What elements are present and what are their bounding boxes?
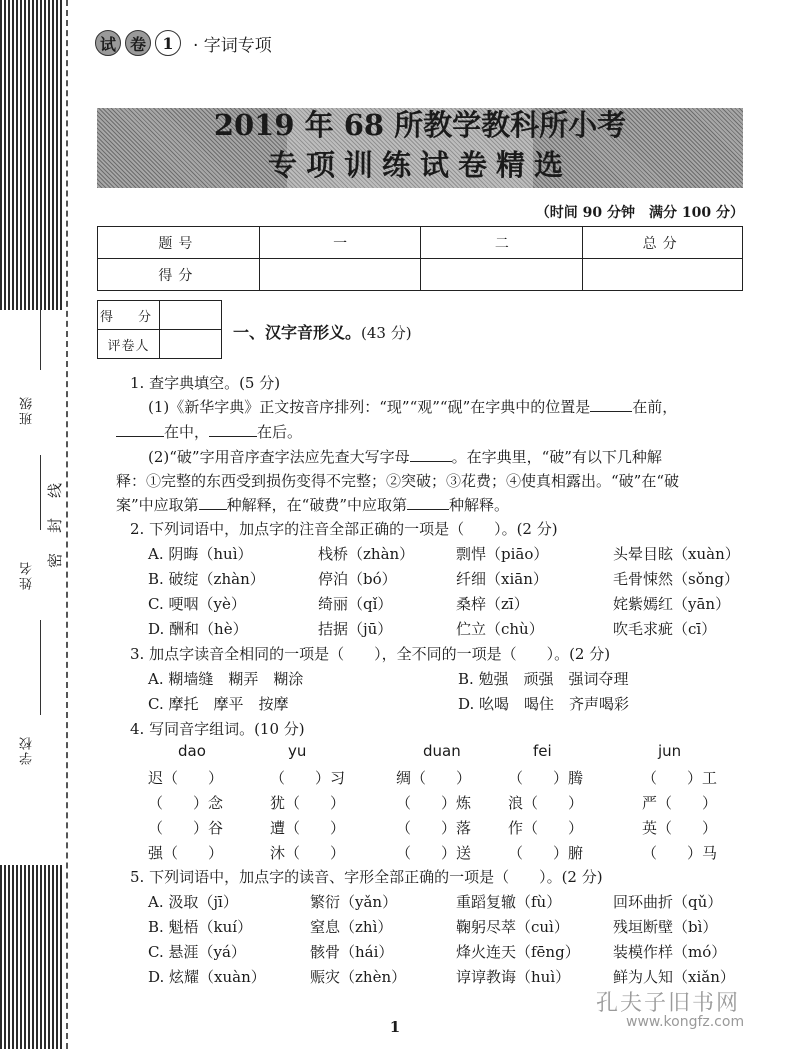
time-info: （时间 90 分钟 满分 100 分）	[535, 205, 744, 221]
q3-option-a: A. 糊墙缝 糊弄 糊涂	[148, 670, 304, 688]
q2-option: A. 阴晦（huì）	[148, 545, 253, 563]
title-line-1: 2019 年 68 所教学教科所小考	[213, 108, 627, 142]
grader-score-cell[interactable]	[160, 301, 222, 330]
class-underline	[40, 275, 41, 370]
fold-char-mi: 密	[46, 552, 65, 569]
name-underline	[40, 455, 41, 530]
binding-margin	[0, 0, 70, 1049]
q5-option: 残垣断壁（bì）	[613, 918, 718, 936]
q4-cell[interactable]: 绸（ ）	[396, 769, 472, 787]
section-1-points: (43 分)	[361, 324, 412, 342]
q1-part1-text: 在中，	[164, 423, 210, 441]
q4-cell[interactable]: （ ）腾	[508, 769, 584, 787]
q4-cell[interactable]: 迟（ ）	[148, 769, 224, 787]
q1-part1-text: 在后。	[257, 423, 303, 441]
class-label: 班级	[20, 395, 35, 425]
q2-stem: 2. 下列词语中，加点字的注音全部正确的一项是（ ）。(2 分)	[130, 520, 558, 538]
q4-pinyin: duan	[423, 742, 461, 760]
q5-option: 繁衍（yǎn）	[310, 893, 398, 911]
score-input-cell[interactable]	[259, 259, 421, 291]
q2-option: 毛骨悚然（sǒng）	[613, 570, 739, 588]
q5-option: 鞠躬尽萃（cuì）	[456, 918, 569, 936]
q5-option: B. 魁梧（kuí）	[148, 918, 253, 936]
watermark-url: www.kongfz.com	[626, 1014, 745, 1030]
q4-cell[interactable]: （ ）习	[270, 769, 346, 787]
q5-option: 谆谆教诲（huì）	[456, 968, 571, 986]
q5-option: 回环曲折（qǔ）	[613, 893, 723, 911]
q4-cell[interactable]: 沐（ ）	[270, 844, 346, 862]
q2-option: 停泊（bó）	[318, 570, 397, 588]
q2-option: D. 酬和（hè）	[148, 620, 248, 638]
binding-dashed-line	[66, 0, 68, 1049]
q3-stem: 3. 加点字读音全相同的一项是（ ），全不同的一项是（ ）。(2 分)	[130, 645, 611, 663]
q5-option: 装模作样（mó）	[613, 943, 727, 961]
q3-option-c: C. 摩托 摩平 按摩	[148, 695, 289, 713]
section-1-title	[233, 320, 412, 343]
score-row-label: 得分	[98, 259, 260, 291]
page-number: 1	[389, 1018, 401, 1036]
score-header-cell: 总分	[583, 227, 743, 259]
school-label: 学校	[20, 735, 35, 765]
score-header-cell: 题号	[98, 227, 260, 259]
q1-part2	[148, 446, 662, 467]
school-underline	[40, 620, 41, 715]
q4-pinyin: yu	[288, 742, 307, 760]
tag-shi: 试	[95, 30, 121, 56]
score-header-cell: 一	[259, 227, 421, 259]
q4-cell[interactable]: 犹（ ）	[270, 794, 346, 812]
q1-blank-3[interactable]	[209, 423, 257, 437]
q2-option: 头晕目眩（xuàn）	[613, 545, 740, 563]
q2-option: B. 破绽（zhàn）	[148, 570, 265, 588]
grader-score-label: 得 分	[98, 301, 160, 330]
q1-part1-text: (1)《新华字典》正文按音序排列：“现”“观”“砚”在字典中的位置是	[148, 398, 591, 416]
q2-option: 绮丽（qǐ）	[318, 595, 393, 613]
q2-option: 吹毛求疵（cī）	[613, 620, 717, 638]
grader-name-cell[interactable]	[160, 330, 222, 359]
q4-pinyin: jun	[658, 742, 682, 760]
q4-cell[interactable]: （ ）谷	[148, 819, 224, 837]
score-header-cell: 二	[421, 227, 583, 259]
q4-pinyin: fei	[533, 742, 552, 760]
q1-part1	[148, 396, 677, 417]
q1-blank-4[interactable]	[410, 448, 452, 462]
q2-option: 桑梓（zī）	[456, 595, 529, 613]
q1-part1-text: 在前，	[632, 398, 678, 416]
q4-cell[interactable]: （ ）落	[396, 819, 472, 837]
tag-juan: 卷	[125, 30, 151, 56]
q2-option: 剽悍（piāo）	[456, 545, 549, 563]
title-line-2: 专项训练试卷精选	[267, 148, 572, 182]
q5-option: 赈灾（zhèn）	[310, 968, 407, 986]
q4-cell[interactable]: （ ）腑	[508, 844, 584, 862]
q4-cell[interactable]: （ ）念	[148, 794, 224, 812]
q4-cell[interactable]: 强（ ）	[148, 844, 224, 862]
q1-part2-line2: 释：①完整的东西受到损伤变得不完整；②突破；③花费；④使真相露出。“破”在“破	[116, 472, 680, 490]
q5-option: C. 悬涯（yá）	[148, 943, 246, 961]
fold-char-feng: 封	[46, 517, 65, 534]
q4-cell[interactable]: （ ）送	[396, 844, 472, 862]
q2-option: 纤细（xiān）	[456, 570, 548, 588]
q2-option: 姹紫嫣红（yān）	[613, 595, 731, 613]
q1-blank-6[interactable]	[407, 496, 449, 510]
q1-blank-2[interactable]	[116, 423, 164, 437]
q5-stem: 5. 下列词语中，加点字的读音、字形全部正确的一项是（ ）。(2 分)	[130, 868, 603, 886]
q4-cell[interactable]: 遭（ ）	[270, 819, 346, 837]
binding-stripe-top	[0, 0, 64, 310]
q2-option: 伫立（chù）	[456, 620, 544, 638]
q3-option-b: B. 勉强 顽强 强词夺理	[458, 670, 629, 688]
grader-table	[97, 300, 222, 359]
q2-option: 栈桥（zhàn）	[318, 545, 415, 563]
q4-cell[interactable]: （ ）炼	[396, 794, 472, 812]
q2-option: C. 哽咽（yè）	[148, 595, 246, 613]
q1-part2-text: 案”中应取第	[116, 496, 199, 514]
score-table	[97, 226, 743, 291]
q4-pinyin: dao	[178, 742, 206, 760]
q5-option: A. 汲取（jī）	[148, 893, 238, 911]
q1-stem: 1. 查字典填空。(5 分)	[130, 374, 281, 392]
q1-part2-text: 。在字典里，“破”有以下几种解	[451, 448, 662, 466]
q5-option: 鲜为人知（xiǎn）	[613, 968, 735, 986]
score-input-cell[interactable]	[421, 259, 583, 291]
grader-name-label: 评卷人	[98, 330, 160, 359]
name-label: 姓名	[20, 560, 35, 590]
q1-blank-5[interactable]	[199, 496, 227, 510]
q1-part1-cont	[116, 421, 302, 442]
q4-stem: 4. 写同音字组词。(10 分)	[130, 720, 305, 738]
watermark-logo: 孔夫子旧书网	[596, 991, 741, 1016]
q5-option: D. 炫耀（xuàn）	[148, 968, 266, 986]
q4-cell[interactable]: 浪（ ）	[508, 794, 584, 812]
tag-number: 1	[155, 30, 181, 56]
q1-part2-text: (2)“破”字用音序查字法应先查大写字母	[148, 448, 410, 466]
score-input-cell[interactable]	[583, 259, 743, 291]
q5-option: 重蹈复辙（fù）	[456, 893, 562, 911]
q4-cell[interactable]: （ ）工	[642, 769, 718, 787]
q1-blank-1[interactable]	[590, 398, 632, 412]
q4-cell[interactable]: 严（ ）	[642, 794, 718, 812]
q4-cell[interactable]: 英（ ）	[642, 819, 718, 837]
fold-char-xian: 线	[46, 482, 65, 499]
q5-option: 窒息（zhì）	[310, 918, 393, 936]
q5-option: 骸骨（hái）	[310, 943, 394, 961]
q3-option-d: D. 吆喝 喝住 齐声喝彩	[458, 695, 630, 713]
q2-option: 拮据（jū）	[318, 620, 393, 638]
section-1-heading: 一、汉字音形义。	[233, 323, 362, 342]
q1-part2-text: 种解释，在“破费”中应取第	[226, 496, 408, 514]
q5-option: 烽火连天（fēng）	[456, 943, 580, 961]
q4-cell[interactable]: 作（ ）	[508, 819, 584, 837]
tag-subject: · 字词专项	[193, 35, 272, 56]
q1-part2-line3	[116, 494, 509, 515]
q4-cell[interactable]: （ ）马	[642, 844, 718, 862]
paper-tag	[95, 30, 272, 56]
q1-part2-text: 种解释。	[449, 496, 510, 514]
